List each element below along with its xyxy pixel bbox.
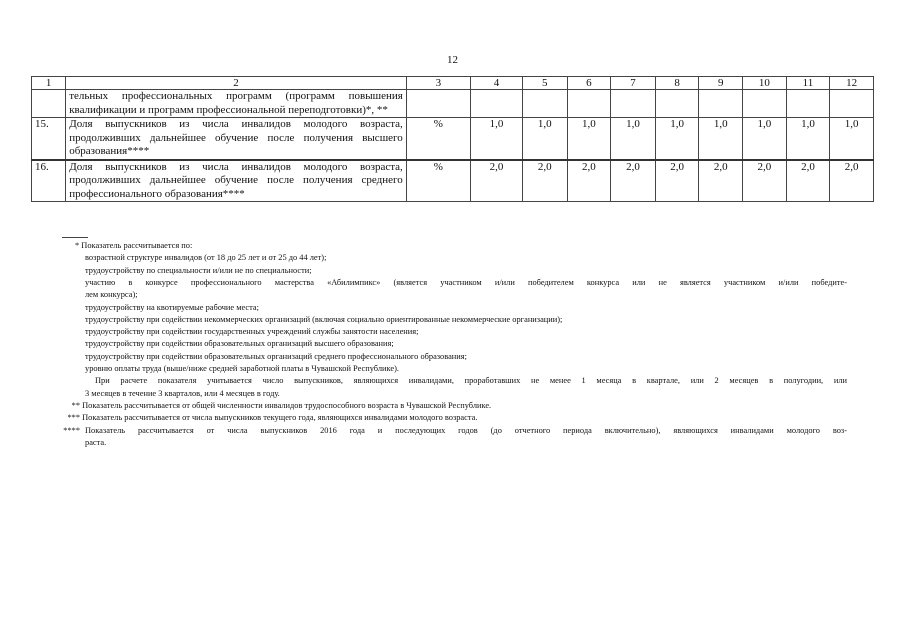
value-cell: 2,0	[743, 160, 787, 202]
footnote-item: трудоустройству при содействии образовательных организаций высшего образования;	[85, 339, 394, 349]
footnote-2	[60, 400, 491, 411]
indicator-text: Доля выпускников из числа инвалидов молодого возраста, продолживших дальнейшее обучение после получения среднего профессионального образования****	[66, 160, 407, 202]
column-number: 3	[406, 77, 470, 90]
value-cell: 1,0	[655, 118, 699, 160]
footnote-1-intro	[75, 240, 192, 251]
row-number: 16.	[32, 160, 66, 202]
footnote-4-mark-wrap	[60, 425, 80, 436]
page-number: 12	[447, 54, 458, 66]
value-cell: 2,0	[470, 160, 522, 202]
value-cell: 2,0	[523, 160, 568, 202]
indicator-text: тельных профессиональных программ (программ повышения квалификации и программ профессиональной переподготовки)*, **	[66, 90, 407, 118]
unit-cell: %	[406, 118, 470, 160]
value-cell: 1,0	[611, 118, 656, 160]
column-number: 8	[655, 77, 699, 90]
value-cell: 2,0	[567, 160, 611, 202]
footnote-item: уровню оплаты труда (выше/ниже средней заработной платы в Чувашской Республике).	[85, 364, 399, 373]
footnote-item: лем конкурса);	[85, 290, 138, 300]
footnote-3	[60, 412, 477, 423]
footnote-item: возрастной структуре инвалидов (от 18 до 25 лет и от 25 до 44 лет);	[85, 253, 327, 263]
table-row	[32, 118, 874, 160]
column-number: 12	[830, 77, 874, 90]
footnote-text: Показатель рассчитывается от числа выпускников 2016 года и последующих годов (до отчетного периода включительно), являющихся инвалидами молодого воз-	[85, 425, 847, 435]
column-number: 10	[743, 77, 787, 90]
column-number: 6	[567, 77, 611, 90]
footnote-item: трудоустройству при содействии государственных учреждений службы занятости населения;	[85, 327, 419, 337]
footnote-divider	[62, 237, 88, 238]
table-row-continuation	[32, 90, 874, 118]
value-cell: 1,0	[470, 118, 522, 160]
value-cell: 1,0	[567, 118, 611, 160]
column-number: 1	[32, 77, 66, 90]
footnote-calc: 3 месяцев в течение 3 кварталов, или 4 месяцев в году.	[85, 388, 280, 398]
footnote-item: трудоустройству на квотируемые рабочие места;	[85, 302, 259, 312]
footnote-text: Показатель рассчитывается от числа выпускников текущего года, являющихся инвалидами молодого возраста.	[82, 413, 478, 423]
column-number: 9	[699, 77, 743, 90]
footnote-item: трудоустройству по специальности и/или не по специальности;	[85, 265, 312, 275]
value-cell: 1,0	[786, 118, 830, 160]
value-cell: 2,0	[655, 160, 699, 202]
footnote-mark: ***	[67, 413, 80, 423]
value-cell: 1,0	[699, 118, 743, 160]
footnote-item: трудоустройству при содействии образовательных организаций среднего профессионального образования;	[85, 351, 467, 361]
column-number: 7	[611, 77, 656, 90]
value-cell: 2,0	[699, 160, 743, 202]
value-cell: 1,0	[830, 118, 874, 160]
column-number: 11	[786, 77, 830, 90]
column-number: 5	[523, 77, 568, 90]
value-cell: 1,0	[743, 118, 787, 160]
footnote-text: Показатель рассчитывается от общей численности инвалидов трудоспособного возраста в Чувашской Республике.	[82, 400, 492, 410]
footnote-item: участию в конкурсе профессионального мастерства «Абилимпикс» (является участником и/или победителем конкурса или не является участником и/или победите-	[85, 277, 847, 287]
value-cell: 1,0	[523, 118, 568, 160]
footnote-text: Показатель рассчитывается по:	[81, 241, 193, 250]
indicators-table	[31, 76, 874, 202]
value-cell: 2,0	[830, 160, 874, 202]
table-row	[32, 160, 874, 202]
column-number-row	[32, 77, 874, 90]
indicator-text: Доля выпускников из числа инвалидов молодого возраста, продолживших дальнейшее обучение после получения высшего образования****	[66, 118, 407, 160]
column-number: 2	[66, 77, 407, 90]
footnote-item: трудоустройству при содействии некоммерческих организаций (включая социально ориентированные некоммерческие организации);	[85, 314, 563, 324]
unit-cell: %	[406, 160, 470, 202]
value-cell: 2,0	[786, 160, 830, 202]
row-number: 15.	[32, 118, 66, 160]
footnote-mark: ****	[63, 425, 80, 435]
column-number: 4	[470, 77, 522, 90]
footnote-text: раста.	[85, 437, 107, 447]
value-cell: 2,0	[611, 160, 656, 202]
footnote-mark: *	[75, 241, 80, 250]
footnote-calc: При расчете показателя учитывается число выпускников, являющихся инвалидами, проработавших не менее 1 месяца в квартале, или 2 месяцев в полугодии, или	[95, 376, 847, 386]
footnote-mark: **	[71, 400, 80, 410]
